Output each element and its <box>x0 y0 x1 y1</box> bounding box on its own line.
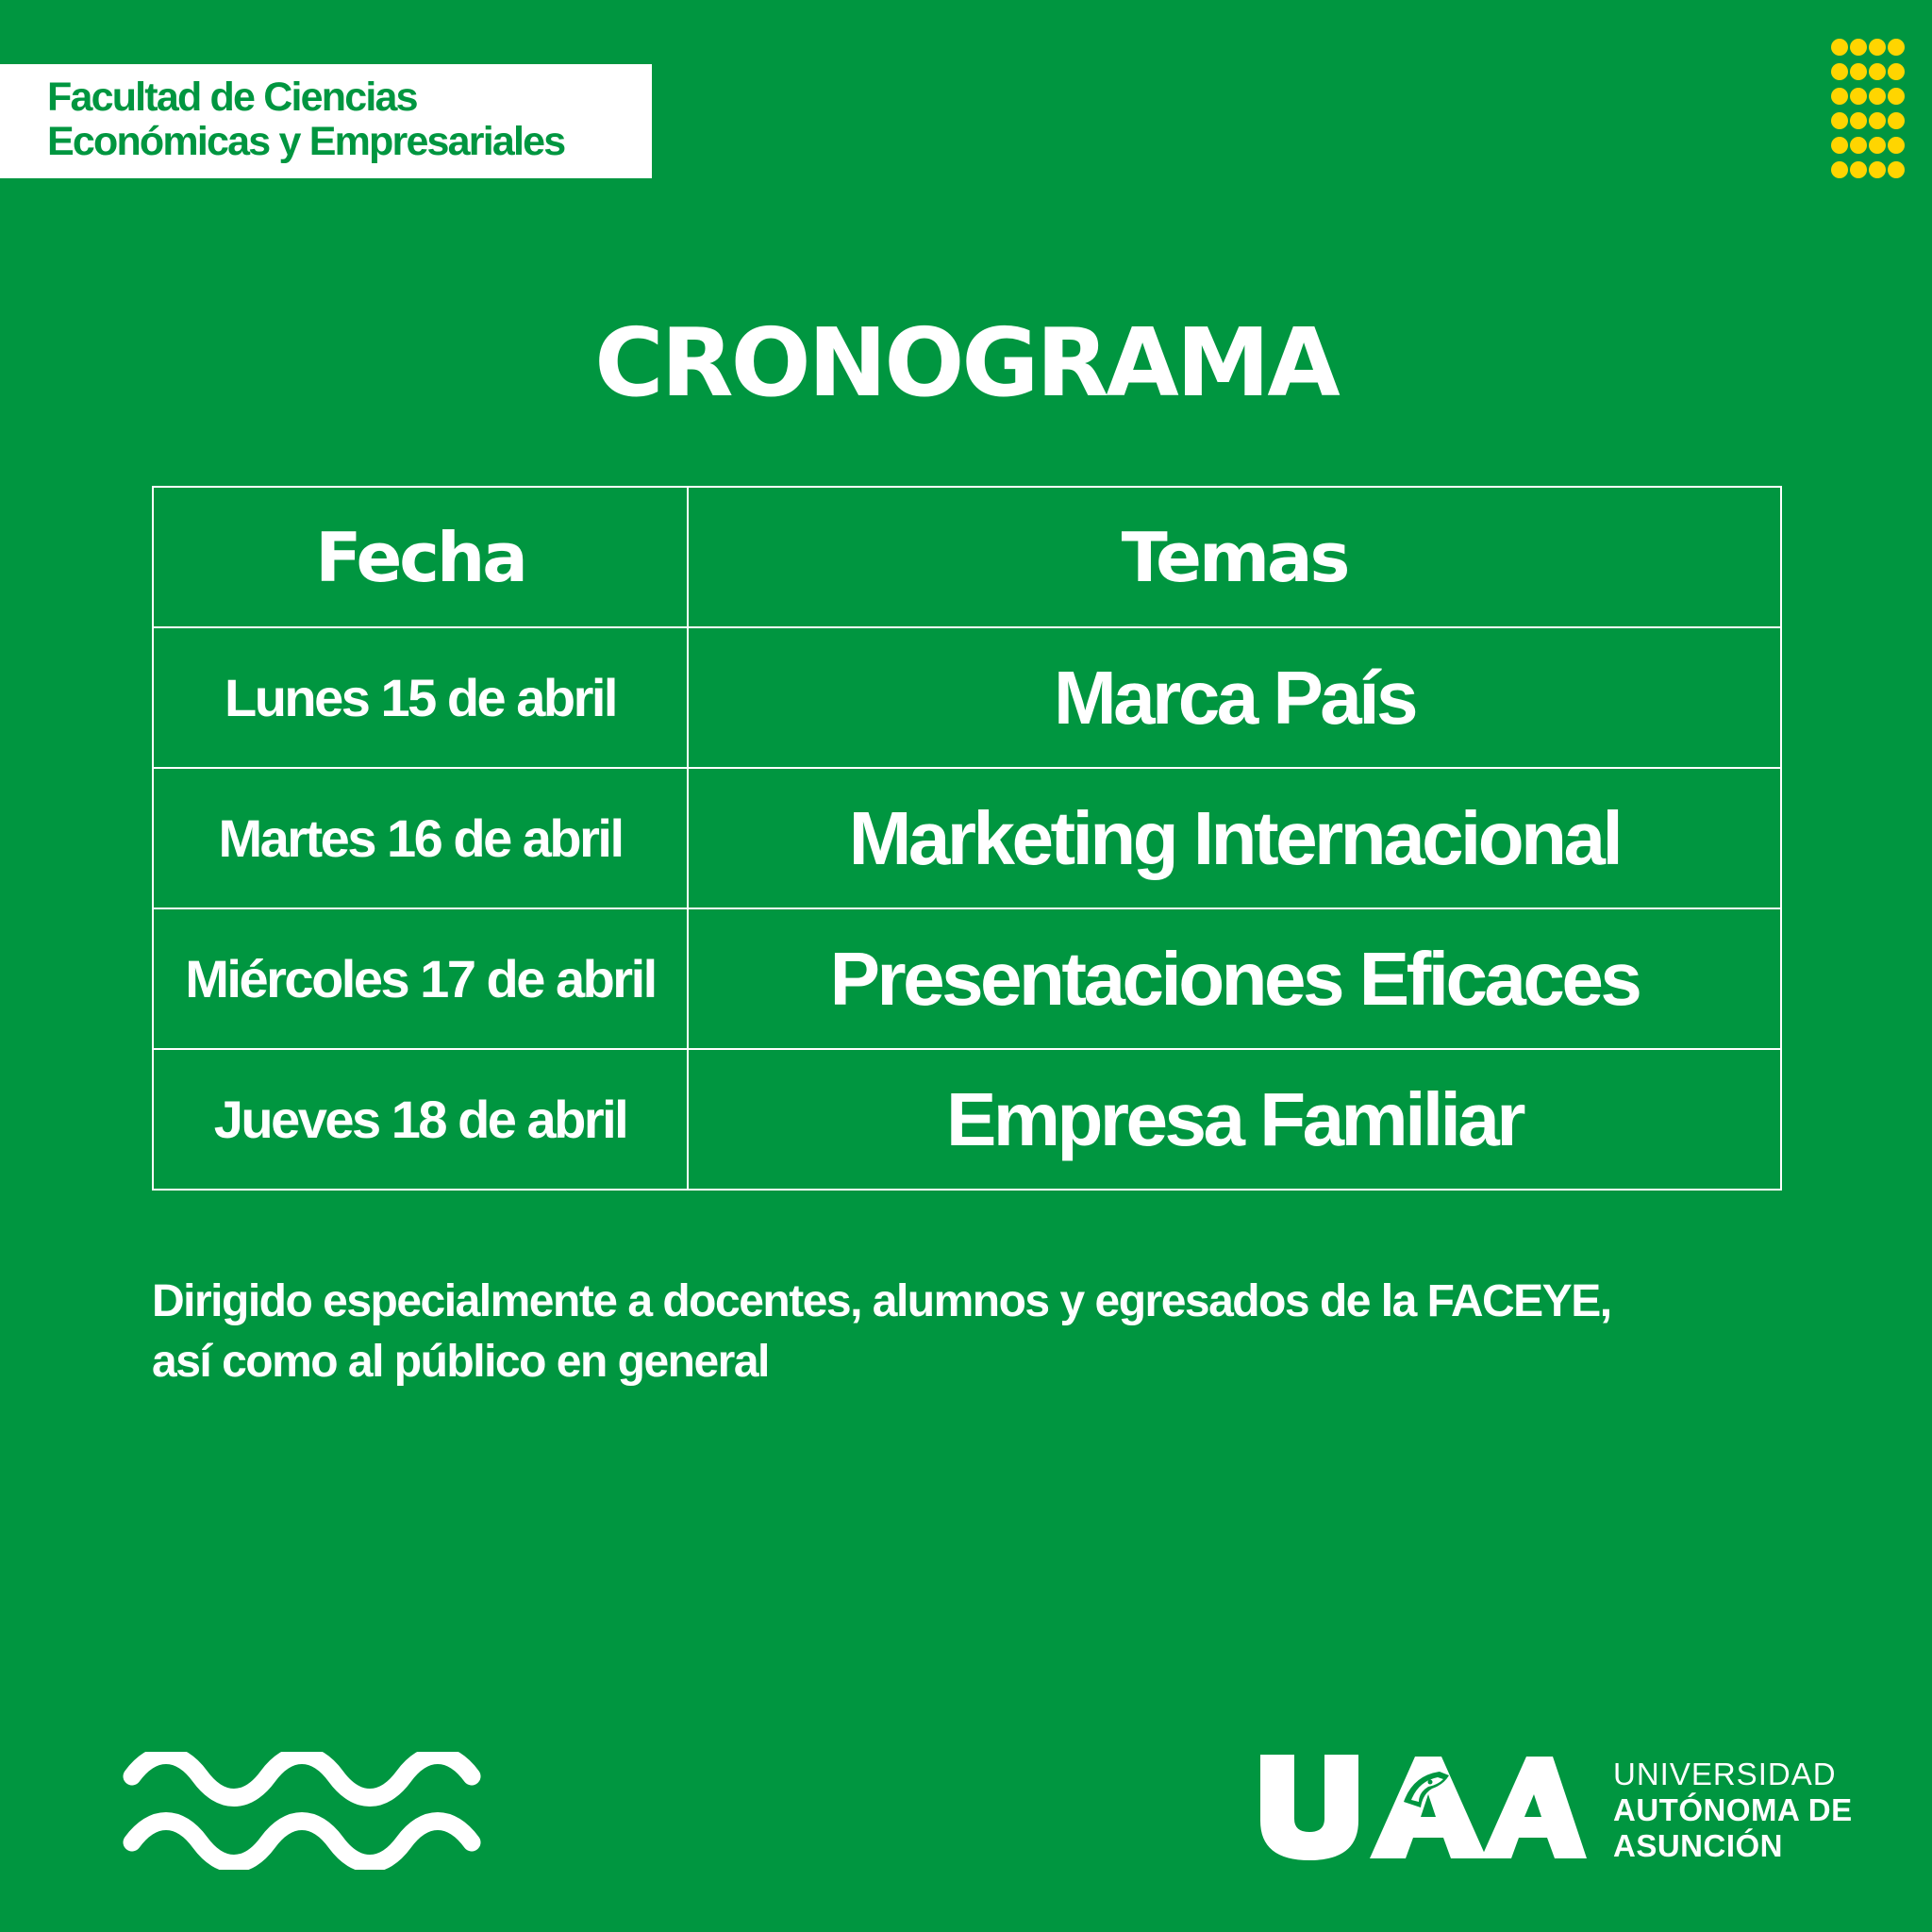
table-row <box>153 627 1781 768</box>
table-header-row <box>153 487 1781 627</box>
university-name-line-1: UNIVERSIDAD <box>1613 1757 1837 1791</box>
topic-text: Presentaciones Eficaces <box>829 936 1640 1021</box>
university-name-line-2: AUTÓNOMA DE <box>1613 1792 1853 1827</box>
header-date <box>153 487 688 627</box>
table-row <box>153 768 1781 908</box>
dot-grid-icon <box>1830 34 1906 185</box>
faculty-line-1: Facultad de Ciencias <box>47 75 417 120</box>
table-row <box>153 908 1781 1049</box>
topic-cell <box>688 1049 1781 1190</box>
university-logo <box>1257 1751 1853 1864</box>
audience-note <box>152 1272 1812 1392</box>
topic-text: Marketing Internacional <box>848 795 1621 880</box>
date-cell <box>153 908 688 1049</box>
audience-note-line-2: así como al público en general <box>152 1337 769 1387</box>
waves-icon <box>121 1752 481 1870</box>
schedule-table <box>152 486 1782 1191</box>
uaa-logo-mark <box>1257 1751 1589 1864</box>
topic-cell <box>688 768 1781 908</box>
date-cell <box>153 627 688 768</box>
university-name-line-3: ASUNCIÓN <box>1613 1828 1784 1863</box>
date-text: Jueves 18 de abril <box>213 1090 627 1149</box>
topic-cell <box>688 627 1781 768</box>
header-topic-label: Temas <box>1121 517 1348 597</box>
topic-text: Marca País <box>1053 655 1416 740</box>
header-topic <box>688 487 1781 627</box>
date-cell <box>153 768 688 908</box>
page-title: CRONOGRAMA <box>594 308 1338 418</box>
date-cell <box>153 1049 688 1190</box>
header-date-label: Fecha <box>315 517 525 597</box>
date-text: Miércoles 17 de abril <box>185 949 656 1008</box>
topic-text: Empresa Familiar <box>946 1076 1523 1161</box>
faculty-label <box>0 64 652 178</box>
table-row <box>153 1049 1781 1190</box>
audience-note-line-1: Dirigido especialmente a docentes, alumnos y egresados de la FACEYE, <box>152 1276 1611 1326</box>
topic-cell <box>688 908 1781 1049</box>
university-name <box>1613 1757 1853 1864</box>
date-text: Lunes 15 de abril <box>225 668 616 727</box>
faculty-line-2: Económicas y Empresariales <box>47 119 565 164</box>
date-text: Martes 16 de abril <box>218 808 623 868</box>
